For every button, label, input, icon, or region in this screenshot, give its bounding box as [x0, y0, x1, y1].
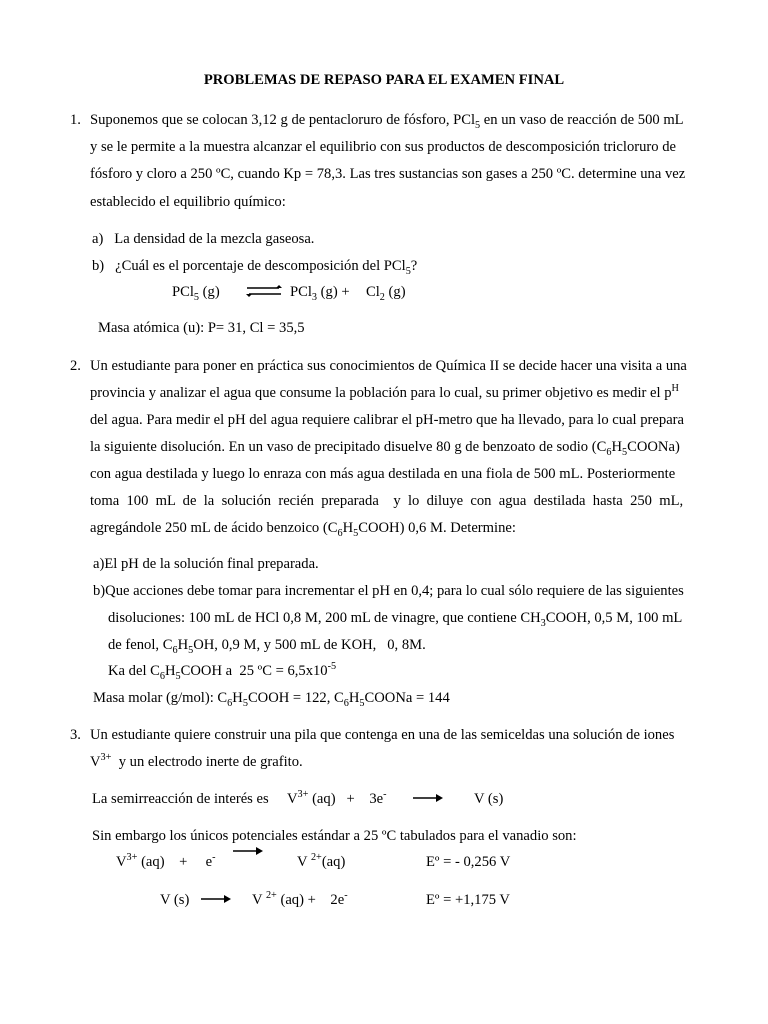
half-reaction-label: La semirreacción de interés es: [92, 791, 269, 807]
problem-text-line: la siguiente disolución. En un vaso de precipitado disuelve 80 g de benzoato de sodio $(C_6H_5COONa)$: [90, 439, 680, 458]
arrow-right-icon: [232, 845, 264, 857]
ka-note: Ka del $C_6H_5COOH$ a 25 ºC = $6,5x10^{-5}$: [108, 661, 337, 682]
problem-text-line: toma 100 mL de la solución recién preparada y lo diluye con agua destilada hasta 250 mL,: [90, 493, 684, 509]
question-b-text: disoluciones: 100 mL de HCl 0,8 M, 200 mL de vinagre, que contiene $CH_3COOH$, 0,5 M, 100 mL: [108, 610, 683, 629]
reaction-product: $Cl_2$ (g): [366, 284, 406, 303]
reaction-1: $V^{3+}$ (aq) + e-: [116, 852, 216, 870]
question-a: a) La densidad de la mezcla gaseosa.: [92, 231, 315, 247]
problem-text-line: y se le permite a la muestra alcanzar el equilibrio con sus productos de descomposición tricloruro de: [90, 139, 676, 155]
problem-text-line: establecido el equilibrio químico:: [90, 194, 286, 210]
problem-text-line: provincia y analizar el agua que consume la población para lo cual, su primer objetivo es medir el $p^H$: [90, 383, 679, 401]
atomic-mass-note: Masa atómica (u): P= 31, Cl = 35,5: [98, 320, 305, 336]
molar-mass-note: Masa molar (g/mol): $C_6H_5COOH = 122$, $C_6H_5COONa = 144$: [93, 690, 450, 709]
arrow-right-icon: [412, 792, 444, 804]
equilibrium-arrow-icon: [245, 284, 283, 298]
arrow-right-icon: [200, 893, 232, 905]
potential-1: Eº = - 0,256 V: [426, 854, 511, 870]
problem-text-line: Un estudiante quiere construir una pila que contenga en una de las semiceldas una solución de iones: [90, 727, 675, 743]
reaction-1-product: V $^{2+}$(aq): [297, 852, 346, 870]
standard-potentials-intro: Sin embargo los únicos potenciales estándar a 25 ºC tabulados para el vanadio son:: [92, 828, 577, 844]
problem-text-line: Suponemos que se colocan 3,12 g de pentacloruro de fósforo, PCl$_5$ en un vaso de reacción de 500 mL: [90, 112, 684, 131]
problem-text-line: agregándole 250 mL de ácido benzoico $(C_6H_5COOH)$ 0,6 M. Determine:: [90, 520, 516, 539]
problem-text-line: fósforo y cloro a 250 ºC, cuando Kp = 78,3. Las tres sustancias son gases a 250 ºC. determine una vez: [90, 166, 686, 182]
reaction-2-product: V $^{2+}$ (aq) + 2e-: [252, 890, 348, 908]
problem-text-line: $V^{3+}$ y un electrodo inerte de grafito.: [90, 752, 303, 770]
half-reaction-product: V (s): [474, 791, 504, 807]
problem-number: 2.: [70, 358, 81, 374]
question-b: b)Que acciones debe tomar para incrementar el pH en 0,4; para lo cual sólo requiere de las siguientes: [93, 583, 684, 599]
reaction-2-reactant: V (s): [160, 892, 190, 908]
reaction-reactant: PCl$_5$ (g): [172, 284, 220, 303]
problem-text-line: Un estudiante para poner en práctica sus conocimientos de Química II se decide hacer una visita a una: [90, 358, 687, 374]
reaction-product: PCl$_3$ (g) +: [290, 284, 350, 303]
potential-2: Eº = +1,175 V: [426, 892, 510, 908]
problem-number: 3.: [70, 727, 81, 743]
problem-text-line: con agua destilada y luego lo enraza con más agua destilada en una fiola de 500 mL. Posteriormente: [90, 466, 676, 482]
question-b: b) ¿Cuál es el porcentaje de descomposición del PCl$_5$?: [92, 258, 418, 277]
question-a: a)El pH de la solución final preparada.: [93, 556, 319, 572]
half-reaction: $V^{3+}$ (aq) + 3e-: [287, 789, 387, 807]
question-b-text: de fenol, $C_6H_5OH$, 0,9 M, y 500 mL de KOH, 0, 8M.: [108, 637, 426, 656]
page-title: PROBLEMAS DE REPASO PARA EL EXAMEN FINAL: [203, 72, 565, 88]
problem-text-line: del agua. Para medir el pH del agua requiere calibrar el pH-metro que ha llevado, para lo cual prepara: [90, 412, 685, 428]
problem-number: 1.: [70, 112, 81, 128]
